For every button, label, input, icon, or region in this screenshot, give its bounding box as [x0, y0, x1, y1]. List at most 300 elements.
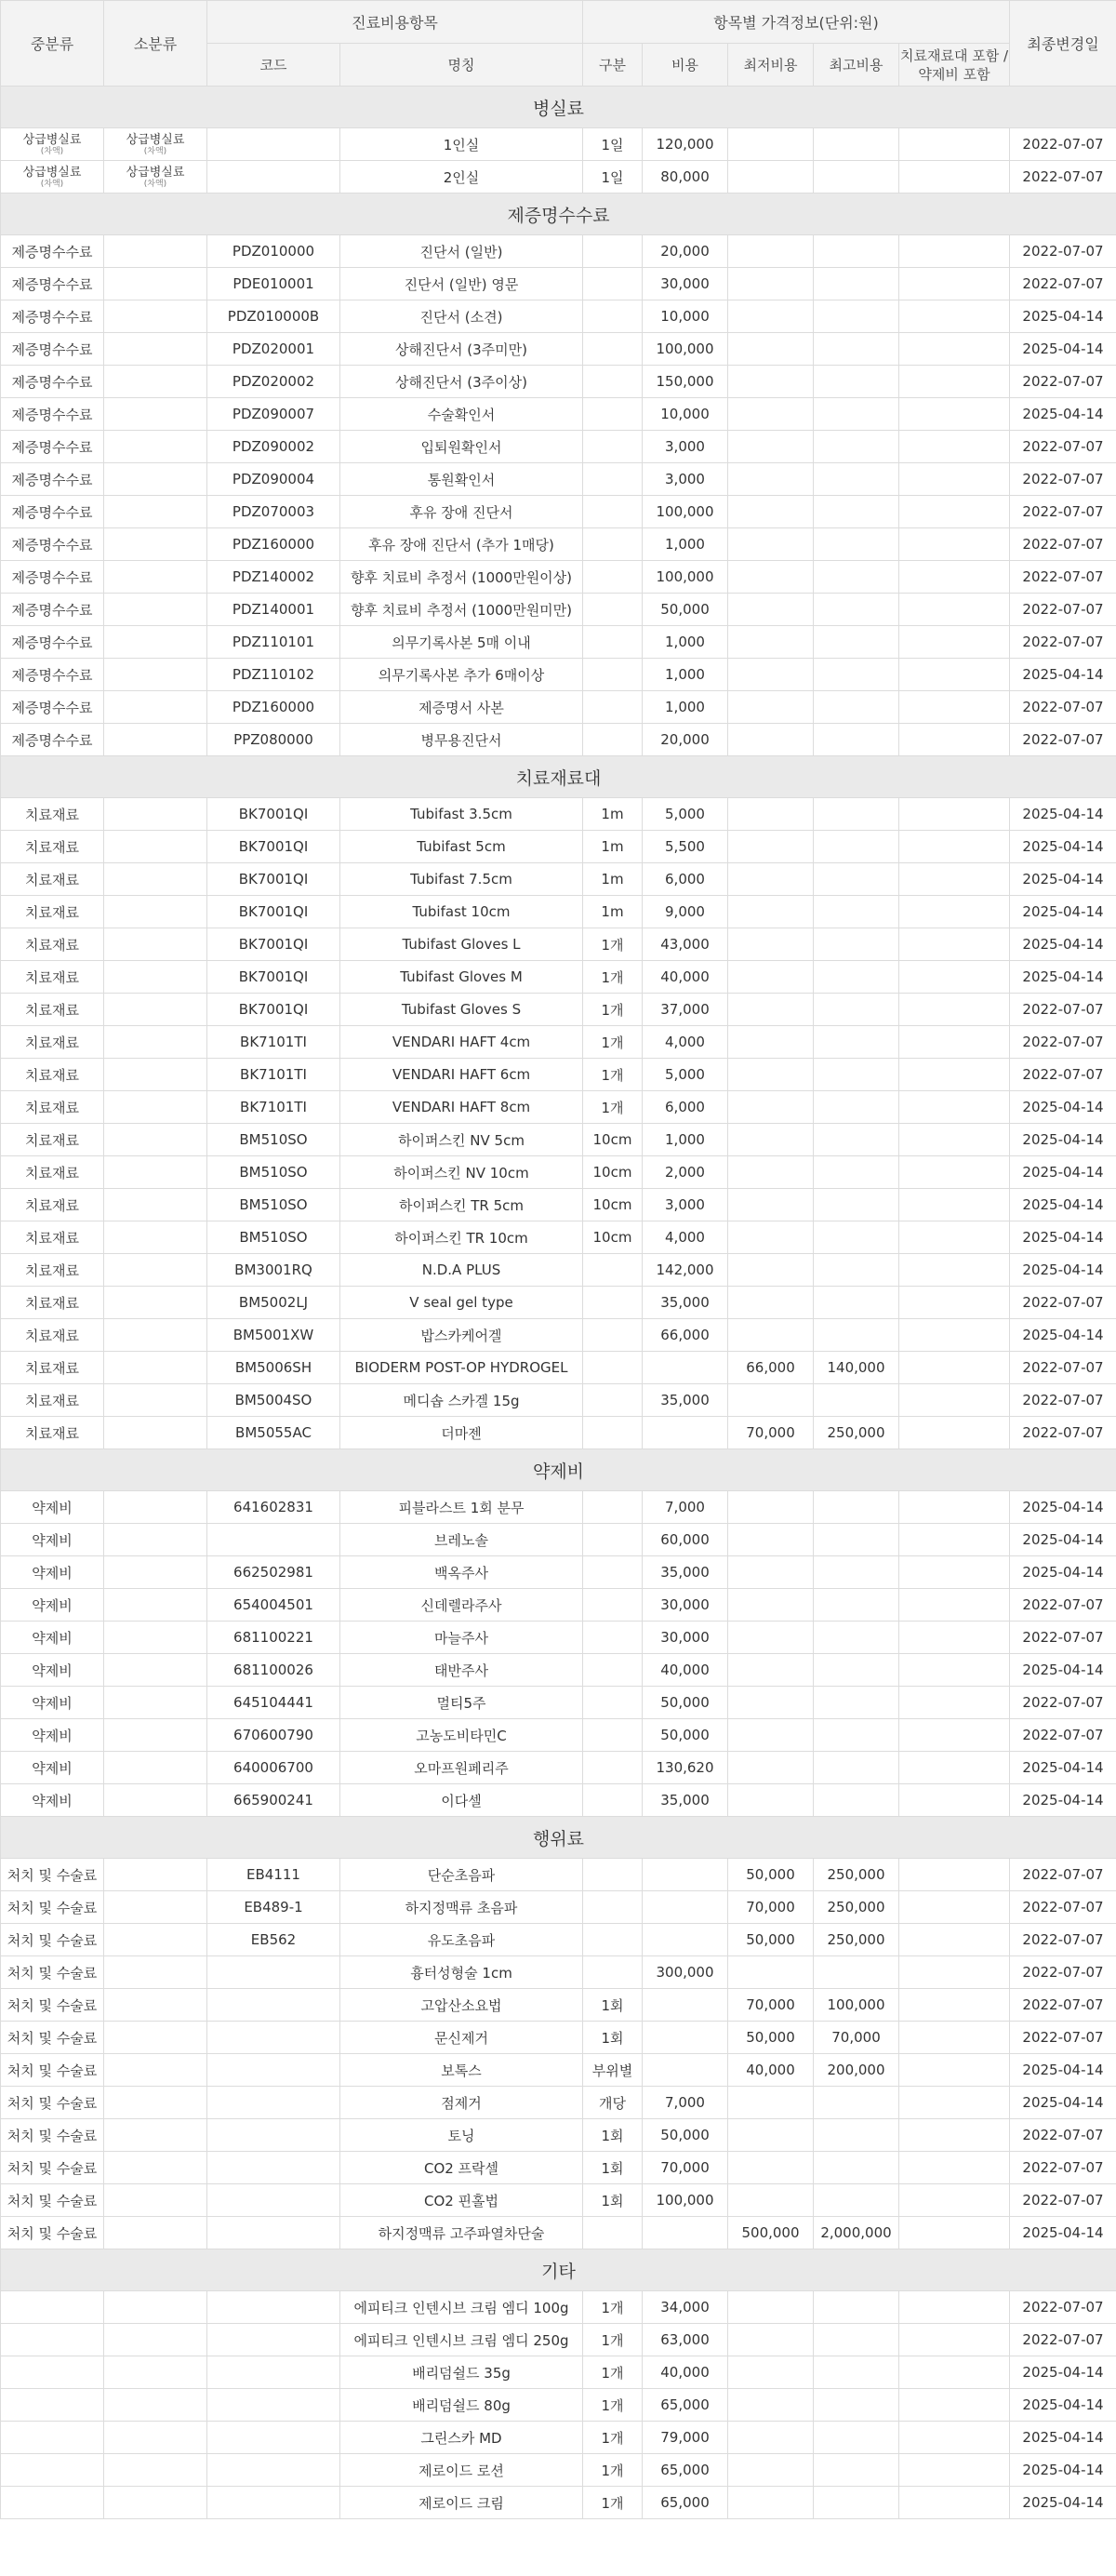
section-header-row: [1, 194, 1116, 235]
mid-category-cell: 제증명수수료: [1, 659, 104, 691]
code-cell: BK7101TI: [207, 1091, 340, 1124]
unit-cell: [583, 235, 643, 268]
max-cost-cell: [814, 1221, 899, 1254]
min-cost-cell: [728, 1556, 814, 1589]
mid-category-cell: 약제비: [1, 1784, 104, 1817]
date-cell: 2022-07-07: [1010, 2184, 1116, 2217]
sub-category-cell: [104, 161, 207, 194]
min-cost-cell: [728, 1589, 814, 1622]
name-cell: 2인실: [340, 161, 583, 194]
cost-cell: 2,000: [643, 1156, 728, 1189]
unit-cell: [583, 1719, 643, 1752]
min-cost-cell: [728, 863, 814, 896]
cost-cell: 50,000: [643, 1687, 728, 1719]
includes-cell: [899, 398, 1010, 431]
category-label: 상급병실료: [22, 132, 82, 147]
max-cost-cell: [814, 1956, 899, 1989]
max-cost-cell: [814, 691, 899, 724]
includes-cell: [899, 1287, 1010, 1319]
date-cell: 2025-04-14: [1010, 1319, 1116, 1352]
cost-cell: 65,000: [643, 2389, 728, 2422]
mid-category-cell: [1, 128, 104, 161]
unit-cell: 1개: [583, 1091, 643, 1124]
max-cost-cell: [814, 2422, 899, 2454]
max-cost-cell: 250,000: [814, 1859, 899, 1891]
code-cell: PDZ160000: [207, 528, 340, 561]
section-header-row: [1, 87, 1116, 128]
cost-cell: 4,000: [643, 1026, 728, 1059]
code-cell: BK7001QI: [207, 863, 340, 896]
table-row: [1, 128, 1116, 161]
table-row: [1, 1189, 1116, 1221]
includes-cell: [899, 333, 1010, 366]
cost-cell: 5,000: [643, 1059, 728, 1091]
sub-category-cell: [104, 2184, 207, 2217]
min-cost-cell: [728, 463, 814, 496]
sub-category-cell: [104, 300, 207, 333]
sub-category-cell: [104, 333, 207, 366]
max-cost-cell: [814, 1156, 899, 1189]
sub-category-cell: [104, 691, 207, 724]
unit-cell: 1회: [583, 2119, 643, 2152]
table-row: [1, 2356, 1116, 2389]
table-row: [1, 1622, 1116, 1654]
min-cost-cell: [728, 2184, 814, 2217]
sub-category-cell: [104, 1859, 207, 1891]
code-cell: 641602831: [207, 1491, 340, 1524]
mid-category-cell: 치료재료: [1, 1417, 104, 1449]
section-header-row: [1, 1449, 1116, 1491]
max-cost-cell: [814, 235, 899, 268]
sub-category-cell: [104, 626, 207, 659]
max-cost-cell: [814, 1189, 899, 1221]
header-name: 명칭: [340, 44, 583, 87]
date-cell: 2025-04-14: [1010, 2356, 1116, 2389]
code-cell: BK7001QI: [207, 831, 340, 863]
table-row: [1, 2184, 1116, 2217]
min-cost-cell: 50,000: [728, 1924, 814, 1956]
includes-cell: [899, 961, 1010, 994]
max-cost-cell: [814, 1026, 899, 1059]
sub-category-cell: [104, 2324, 207, 2356]
includes-cell: [899, 2217, 1010, 2249]
mid-category-cell: 제증명수수료: [1, 561, 104, 594]
table-row: [1, 724, 1116, 756]
date-cell: 2022-07-07: [1010, 1622, 1116, 1654]
unit-cell: [583, 1556, 643, 1589]
mid-category-cell: 치료재료: [1, 994, 104, 1026]
date-cell: 2025-04-14: [1010, 1491, 1116, 1524]
includes-cell: [899, 2356, 1010, 2389]
name-cell: 점제거: [340, 2087, 583, 2119]
name-cell: Tubifast 7.5cm: [340, 863, 583, 896]
max-cost-cell: [814, 496, 899, 528]
cost-cell: 34,000: [643, 2291, 728, 2324]
min-cost-cell: [728, 1491, 814, 1524]
unit-cell: [583, 300, 643, 333]
code-cell: [207, 2324, 340, 2356]
mid-category-cell: 제증명수수료: [1, 431, 104, 463]
date-cell: 2022-07-07: [1010, 128, 1116, 161]
sub-category-cell: [104, 1254, 207, 1287]
max-cost-cell: [814, 994, 899, 1026]
max-cost-cell: 100,000: [814, 1989, 899, 2022]
min-cost-cell: [728, 2119, 814, 2152]
table-row: [1, 561, 1116, 594]
min-cost-cell: [728, 2291, 814, 2324]
includes-cell: [899, 831, 1010, 863]
unit-cell: 1개: [583, 2291, 643, 2324]
max-cost-cell: [814, 1091, 899, 1124]
date-cell: 2022-07-07: [1010, 1989, 1116, 2022]
mid-category-cell: 처치 및 수술료: [1, 2054, 104, 2087]
code-cell: PDZ140001: [207, 594, 340, 626]
date-cell: 2022-07-07: [1010, 626, 1116, 659]
cost-cell: 5,000: [643, 798, 728, 831]
unit-cell: 1회: [583, 2152, 643, 2184]
includes-cell: [899, 1026, 1010, 1059]
name-cell: 향후 치료비 추정서 (1000만원미만): [340, 594, 583, 626]
cost-cell: 30,000: [643, 1589, 728, 1622]
min-cost-cell: [728, 268, 814, 300]
sub-category-cell: [104, 1524, 207, 1556]
includes-cell: [899, 798, 1010, 831]
mid-category-cell: 치료재료: [1, 863, 104, 896]
mid-category-cell: 약제비: [1, 1589, 104, 1622]
includes-cell: [899, 2324, 1010, 2356]
name-cell: 하이퍼스킨 NV 5cm: [340, 1124, 583, 1156]
table-row: [1, 1352, 1116, 1384]
min-cost-cell: [728, 928, 814, 961]
code-cell: BM5055AC: [207, 1417, 340, 1449]
sub-category-cell: [104, 961, 207, 994]
category-label: 상급병실료: [22, 165, 82, 180]
date-cell: 2022-07-07: [1010, 594, 1116, 626]
date-cell: 2022-07-07: [1010, 2152, 1116, 2184]
name-cell: 멀티5주: [340, 1687, 583, 1719]
cost-cell: 130,620: [643, 1752, 728, 1784]
table-row: [1, 928, 1116, 961]
includes-cell: [899, 1189, 1010, 1221]
cost-cell: 63,000: [643, 2324, 728, 2356]
date-cell: 2025-04-14: [1010, 2487, 1116, 2519]
header-min-cost: 최저비용: [728, 44, 814, 87]
includes-cell: [899, 1156, 1010, 1189]
cost-cell: 100,000: [643, 2184, 728, 2217]
min-cost-cell: [728, 2487, 814, 2519]
cost-cell: 79,000: [643, 2422, 728, 2454]
mid-category-cell: 처치 및 수술료: [1, 2152, 104, 2184]
table-row: [1, 2119, 1116, 2152]
code-cell: PDZ140002: [207, 561, 340, 594]
mid-category-cell: 약제비: [1, 1752, 104, 1784]
code-cell: [207, 2422, 340, 2454]
cost-cell: 120,000: [643, 128, 728, 161]
table-row: [1, 2054, 1116, 2087]
name-cell: 신데렐라주사: [340, 1589, 583, 1622]
min-cost-cell: [728, 1956, 814, 1989]
sub-category-cell: [104, 463, 207, 496]
includes-cell: [899, 896, 1010, 928]
category-note: (차액): [143, 146, 167, 156]
unit-cell: [583, 2217, 643, 2249]
mid-category-cell: 제증명수수료: [1, 268, 104, 300]
includes-cell: [899, 1719, 1010, 1752]
name-cell: CO2 프락셀: [340, 2152, 583, 2184]
section-title: 병실료: [1, 87, 1116, 128]
table-row: [1, 1989, 1116, 2022]
header-item-group: 진료비용항목: [207, 1, 583, 44]
name-cell: 더마젠: [340, 1417, 583, 1449]
min-cost-cell: [728, 961, 814, 994]
code-cell: [207, 2152, 340, 2184]
name-cell: 하지정맥류 고주파열차단술: [340, 2217, 583, 2249]
includes-cell: [899, 1221, 1010, 1254]
name-cell: 수술확인서: [340, 398, 583, 431]
sub-category-cell: [104, 2389, 207, 2422]
max-cost-cell: [814, 398, 899, 431]
name-cell: 보톡스: [340, 2054, 583, 2087]
max-cost-cell: [814, 2152, 899, 2184]
date-cell: 2025-04-14: [1010, 1752, 1116, 1784]
min-cost-cell: [728, 1059, 814, 1091]
min-cost-cell: 50,000: [728, 2022, 814, 2054]
unit-cell: [583, 431, 643, 463]
name-cell: N.D.A PLUS: [340, 1254, 583, 1287]
unit-cell: 10cm: [583, 1124, 643, 1156]
min-cost-cell: [728, 300, 814, 333]
cost-cell: 30,000: [643, 1622, 728, 1654]
max-cost-cell: [814, 2087, 899, 2119]
sub-category-cell: [104, 1189, 207, 1221]
mid-category-cell: 제증명수수료: [1, 496, 104, 528]
unit-cell: 10cm: [583, 1221, 643, 1254]
includes-cell: [899, 2022, 1010, 2054]
unit-cell: 부위별: [583, 2054, 643, 2087]
cost-cell: 65,000: [643, 2454, 728, 2487]
sub-category-cell: [104, 1556, 207, 1589]
cost-cell: 66,000: [643, 1319, 728, 1352]
cost-cell: 80,000: [643, 161, 728, 194]
mid-category-cell: 치료재료: [1, 1091, 104, 1124]
cost-cell: 50,000: [643, 594, 728, 626]
name-cell: 배리덤쉴드 35g: [340, 2356, 583, 2389]
name-cell: 단순초음파: [340, 1859, 583, 1891]
cost-cell: 65,000: [643, 2487, 728, 2519]
includes-cell: [899, 1752, 1010, 1784]
sub-category-cell: [104, 1719, 207, 1752]
unit-cell: [583, 1287, 643, 1319]
table-row: [1, 1221, 1116, 1254]
mid-category-cell: 치료재료: [1, 798, 104, 831]
unit-cell: [583, 1654, 643, 1687]
sub-category-cell: [104, 798, 207, 831]
min-cost-cell: 70,000: [728, 1989, 814, 2022]
max-cost-cell: [814, 1524, 899, 1556]
mid-category-cell: 치료재료: [1, 928, 104, 961]
code-cell: [207, 2389, 340, 2422]
table-row: [1, 2217, 1116, 2249]
unit-cell: [583, 1687, 643, 1719]
max-cost-cell: [814, 1654, 899, 1687]
date-cell: 2022-07-07: [1010, 1719, 1116, 1752]
date-cell: 2022-07-07: [1010, 994, 1116, 1026]
category-note: (차액): [40, 179, 64, 189]
max-cost-cell: [814, 2454, 899, 2487]
mid-category-cell: [1, 161, 104, 194]
date-cell: 2025-04-14: [1010, 300, 1116, 333]
name-cell: 후유 장애 진단서: [340, 496, 583, 528]
max-cost-cell: [814, 463, 899, 496]
table-row: [1, 1891, 1116, 1924]
unit-cell: [583, 496, 643, 528]
cost-cell: 3,000: [643, 431, 728, 463]
date-cell: 2025-04-14: [1010, 928, 1116, 961]
code-cell: PDZ010000: [207, 235, 340, 268]
cost-cell: 1,000: [643, 659, 728, 691]
cost-cell: 40,000: [643, 961, 728, 994]
table-row: [1, 1417, 1116, 1449]
max-cost-cell: 250,000: [814, 1891, 899, 1924]
max-cost-cell: [814, 928, 899, 961]
code-cell: PDZ160000: [207, 691, 340, 724]
mid-category-cell: [1, 2454, 104, 2487]
max-cost-cell: [814, 1384, 899, 1417]
unit-cell: [583, 398, 643, 431]
name-cell: 에피티크 인텐시브 크림 엠디 100g: [340, 2291, 583, 2324]
mid-category-cell: 제증명수수료: [1, 235, 104, 268]
code-cell: PDZ090002: [207, 431, 340, 463]
date-cell: 2022-07-07: [1010, 463, 1116, 496]
name-cell: 상해진단서 (3주이상): [340, 366, 583, 398]
code-cell: BM5001XW: [207, 1319, 340, 1352]
unit-cell: 1m: [583, 798, 643, 831]
min-cost-cell: [728, 1752, 814, 1784]
mid-category-cell: 제증명수수료: [1, 594, 104, 626]
unit-cell: 10cm: [583, 1189, 643, 1221]
mid-category-cell: 치료재료: [1, 1156, 104, 1189]
code-cell: BM5006SH: [207, 1352, 340, 1384]
includes-cell: [899, 431, 1010, 463]
name-cell: 진단서 (일반) 영문: [340, 268, 583, 300]
cost-cell: 6,000: [643, 1091, 728, 1124]
sub-category-cell: [104, 1891, 207, 1924]
min-cost-cell: [728, 1654, 814, 1687]
mid-category-cell: 치료재료: [1, 1384, 104, 1417]
min-cost-cell: [728, 235, 814, 268]
name-cell: 진단서 (소견): [340, 300, 583, 333]
unit-cell: [583, 1319, 643, 1352]
cost-cell: 3,000: [643, 463, 728, 496]
min-cost-cell: [728, 594, 814, 626]
min-cost-cell: 500,000: [728, 2217, 814, 2249]
name-cell: 문신제거: [340, 2022, 583, 2054]
sub-category-cell: [104, 2217, 207, 2249]
mid-category-cell: 제증명수수료: [1, 366, 104, 398]
mid-category-cell: 제증명수수료: [1, 333, 104, 366]
date-cell: 2025-04-14: [1010, 2389, 1116, 2422]
category-note: (차액): [40, 146, 64, 156]
name-cell: CO2 핀홀법: [340, 2184, 583, 2217]
date-cell: 2022-07-07: [1010, 496, 1116, 528]
unit-cell: [583, 1956, 643, 1989]
max-cost-cell: [814, 724, 899, 756]
min-cost-cell: [728, 2356, 814, 2389]
cost-cell: 60,000: [643, 1524, 728, 1556]
date-cell: 2025-04-14: [1010, 398, 1116, 431]
includes-cell: [899, 1589, 1010, 1622]
date-cell: 2022-07-07: [1010, 1924, 1116, 1956]
date-cell: 2022-07-07: [1010, 366, 1116, 398]
date-cell: 2022-07-07: [1010, 2119, 1116, 2152]
table-row: [1, 626, 1116, 659]
unit-cell: 1m: [583, 863, 643, 896]
table-row: [1, 1719, 1116, 1752]
mid-category-cell: 처치 및 수술료: [1, 2022, 104, 2054]
max-cost-cell: [814, 896, 899, 928]
cost-cell: [643, 1891, 728, 1924]
mid-category-cell: 처치 및 수술료: [1, 1956, 104, 1989]
unit-cell: [583, 1254, 643, 1287]
includes-cell: [899, 1891, 1010, 1924]
includes-cell: [899, 1124, 1010, 1156]
max-cost-cell: [814, 1784, 899, 1817]
includes-cell: [899, 1687, 1010, 1719]
includes-cell: [899, 2422, 1010, 2454]
name-cell: 병무용진단서: [340, 724, 583, 756]
name-cell: 제증명서 사본: [340, 691, 583, 724]
cost-cell: 4,000: [643, 1221, 728, 1254]
mid-category-cell: 처치 및 수술료: [1, 1989, 104, 2022]
min-cost-cell: [728, 1124, 814, 1156]
date-cell: 2025-04-14: [1010, 2054, 1116, 2087]
date-cell: 2022-07-07: [1010, 1859, 1116, 1891]
sub-category-cell: [104, 1319, 207, 1352]
mid-category-cell: 치료재료: [1, 1189, 104, 1221]
max-cost-cell: [814, 561, 899, 594]
date-cell: 2025-04-14: [1010, 831, 1116, 863]
name-cell: 하이퍼스킨 TR 10cm: [340, 1221, 583, 1254]
sub-category-cell: [104, 561, 207, 594]
cost-cell: 100,000: [643, 561, 728, 594]
unit-cell: 1개: [583, 2324, 643, 2356]
table-row: [1, 1556, 1116, 1589]
max-cost-cell: [814, 594, 899, 626]
includes-cell: [899, 1989, 1010, 2022]
header-last-changed: 최종변경일: [1010, 1, 1116, 87]
includes-cell: [899, 561, 1010, 594]
name-cell: VENDARI HAFT 6cm: [340, 1059, 583, 1091]
unit-cell: [583, 724, 643, 756]
table-row: [1, 2152, 1116, 2184]
sub-category-cell: [104, 2152, 207, 2184]
includes-cell: [899, 928, 1010, 961]
table-row: [1, 1384, 1116, 1417]
unit-cell: [583, 1752, 643, 1784]
cost-cell: 5,500: [643, 831, 728, 863]
cost-cell: [643, 2217, 728, 2249]
max-cost-cell: [814, 431, 899, 463]
sub-category-cell: [104, 1124, 207, 1156]
name-cell: 제로이드 크림: [340, 2487, 583, 2519]
includes-cell: [899, 1784, 1010, 1817]
mid-category-cell: 처치 및 수술료: [1, 1924, 104, 1956]
code-cell: 670600790: [207, 1719, 340, 1752]
mid-category-cell: [1, 2291, 104, 2324]
name-cell: BIODERM POST-OP HYDROGEL: [340, 1352, 583, 1384]
date-cell: 2025-04-14: [1010, 1221, 1116, 1254]
header-max-cost: 최고비용: [814, 44, 899, 87]
